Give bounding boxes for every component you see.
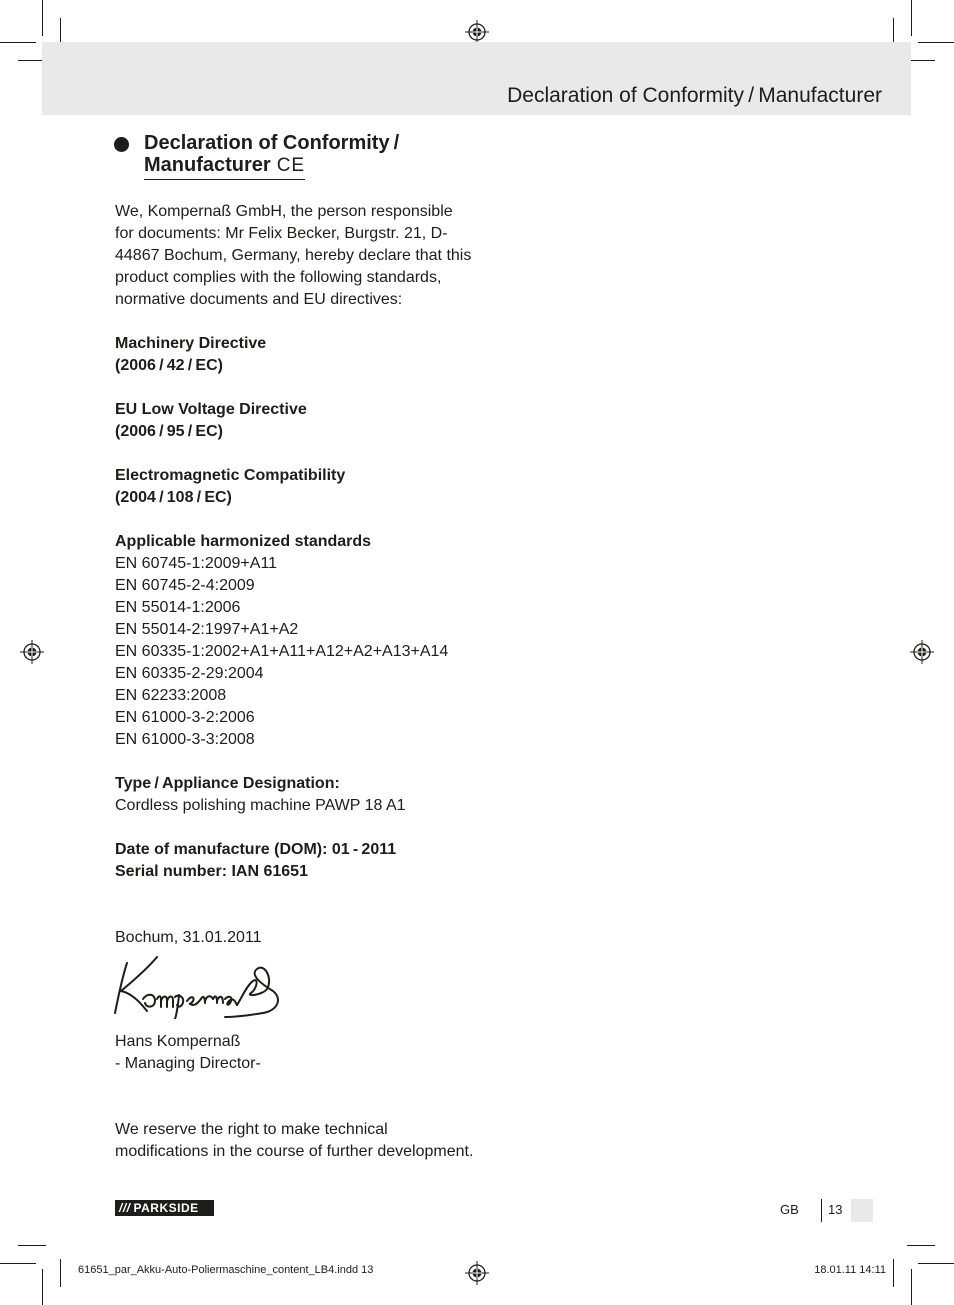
type-value: Cordless polishing machine PAWP 18 A1 — [115, 797, 406, 814]
crop-mark — [60, 1259, 61, 1287]
type-designation — [115, 773, 475, 817]
section-title-line1: Declaration of Conformity / — [144, 132, 400, 154]
directive-low-voltage — [115, 399, 475, 443]
crop-mark — [18, 1245, 46, 1246]
standards-list — [115, 531, 475, 751]
crop-mark — [907, 60, 935, 61]
directive-name: Machinery Directive — [115, 335, 267, 352]
standard-item: EN 60745-2-4:2009 — [115, 577, 255, 594]
standard-item: EN 60745-1:2009+A11 — [115, 555, 278, 572]
slug-filename: 61651_par_Akku-Auto-Poliermaschine_content_LB4.indd 13 — [78, 1264, 374, 1276]
signer-name: Hans Kompernaß — [115, 1033, 241, 1050]
signature-image — [113, 955, 285, 1019]
page-number: 13 — [828, 1202, 843, 1217]
standard-item: EN 55014-2:1997+A1+A2 — [115, 621, 299, 638]
brand-slashes: /// — [119, 1201, 131, 1215]
directive-code: (2006 / 95 / EC) — [115, 423, 223, 440]
brand-name: PARKSIDE — [133, 1201, 199, 1215]
directive-code: (2004 / 108 / EC) — [115, 489, 232, 506]
type-heading: Type / Appliance Designation: — [115, 775, 340, 792]
crop-mark — [42, 0, 43, 36]
crop-mark — [42, 1269, 43, 1305]
registration-mark-icon — [910, 640, 934, 664]
bullet-icon — [114, 137, 129, 152]
crop-mark — [911, 1269, 912, 1305]
standard-item: EN 60335-1:2002+A1+A11+A12+A2+A13+A14 — [115, 643, 449, 660]
standard-item: EN 60335-2-29:2004 — [115, 665, 264, 682]
crop-mark — [911, 0, 912, 36]
standard-item: EN 62233:2008 — [115, 687, 227, 704]
standards-heading: Applicable harmonized standards — [115, 533, 372, 550]
section-title-line2: Manufacturer — [144, 154, 271, 176]
registration-mark-icon — [465, 20, 489, 44]
directive-emc — [115, 465, 475, 509]
directive-name: EU Low Voltage Directive — [115, 401, 307, 418]
footer-divider — [821, 1199, 822, 1222]
footer-tab — [851, 1199, 873, 1222]
crop-mark — [918, 42, 954, 43]
standard-item: EN 61000-3-2:2006 — [115, 709, 255, 726]
disclaimer: We reserve the right to make technical modifications in the course of further development. — [115, 1121, 474, 1160]
directive-name: Electromagnetic Compatibility — [115, 467, 346, 484]
parkside-logo — [115, 1200, 214, 1216]
standard-item: EN 61000-3-3:2008 — [115, 731, 255, 748]
place-date: Bochum, 31.01.2011 — [115, 929, 262, 946]
crop-mark — [893, 1259, 894, 1287]
slug-datetime: 18.01.11 14:11 — [814, 1264, 886, 1276]
crop-mark — [907, 1245, 935, 1246]
crop-mark — [0, 42, 36, 43]
crop-mark — [0, 1263, 36, 1264]
manufacture-info — [115, 839, 475, 883]
intro-paragraph: We, Kompernaß GmbH, the person responsible for documents: Mr Felix Becker, Burgstr. 21, D-44867 Bochum, Germany, hereby declare that this product complies with the following standards, normative documents and EU directives: — [115, 203, 472, 308]
serial-number: Serial number: IAN 61651 — [115, 863, 308, 880]
section-title-line2-underline — [144, 154, 305, 180]
running-header-title: Declaration of Conformity / Manufacturer — [507, 84, 882, 107]
standard-item: EN 55014-1:2006 — [115, 599, 241, 616]
ce-mark-icon: CE — [276, 155, 306, 176]
language-code: GB — [780, 1202, 799, 1217]
directive-machinery — [115, 333, 475, 377]
declaration-body — [115, 201, 475, 1163]
registration-mark-icon — [20, 640, 44, 664]
crop-mark — [918, 1263, 954, 1264]
date-of-manufacture: Date of manufacture (DOM): 01 - 2011 — [115, 841, 397, 858]
section-title — [144, 132, 474, 180]
registration-mark-icon — [465, 1261, 489, 1285]
signer-title: - Managing Director- — [115, 1055, 261, 1072]
directive-code: (2006 / 42 / EC) — [115, 357, 223, 374]
